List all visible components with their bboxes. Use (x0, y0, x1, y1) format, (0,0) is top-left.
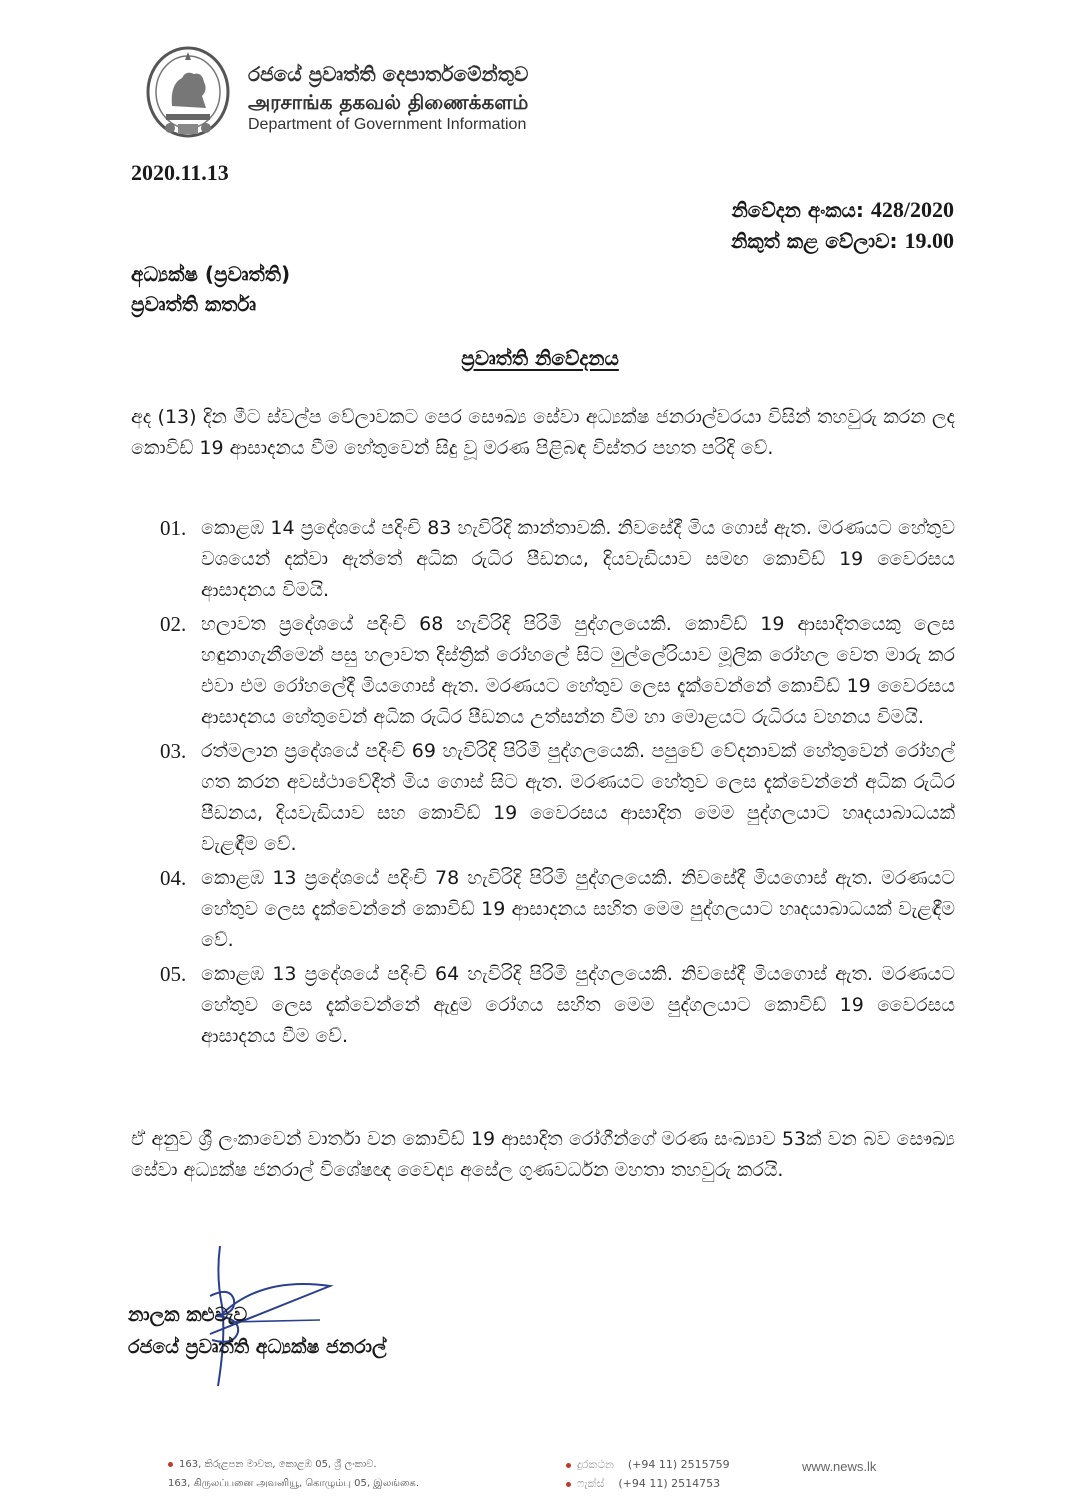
footer-phone-number: (+94 11) 2515759 (627, 1458, 730, 1471)
list-item-number: 05. (160, 962, 187, 986)
footer-phone (566, 1458, 730, 1472)
list-item-number: 02. (160, 612, 187, 636)
list-item-number: 03. (160, 739, 187, 763)
bullet-icon (566, 1463, 571, 1468)
list-item (160, 863, 955, 956)
document-heading (0, 346, 1080, 370)
recipient-news-editor: ප්‍රවෘත්ති කර්තෘ (131, 292, 257, 316)
signatory-title: රජයේ ප්‍රවෘත්ති අධ්‍යක්ෂ ජනරාල් (128, 1336, 387, 1358)
list-item (160, 609, 955, 733)
release-number-label: නිවේදන අංකය: (731, 198, 864, 222)
recipient-director-news: අධ්‍යක්ෂ (ප්‍රවෘත්ති) (131, 262, 291, 286)
footer-address-sinhala (168, 1459, 377, 1470)
org-name-sinhala: රජයේ ප්‍රවෘත්ති දෙපාර්තමේන්තුව (248, 62, 529, 86)
list-item-text: කොළඹ 13 ප්‍රදේශයේ පදිංචි 64 හැවිරිදි පිරිමි පුද්ගලයෙකි. නිවසේදී මියගොස් ඇත. මරණයට හේතුව ලෙස දැක්වෙන්නේ ඇදුම රෝගය සහිත මෙම පුද්ගලයාට කොවිඩ් 19 වෛරසය ආසාදනය වීම වේ. (201, 963, 955, 1047)
bullet-icon (168, 1462, 173, 1467)
intro-paragraph: අද (13) දින මීට ස්වල්ප වේලාවකට පෙර සෞඛ්‍ය සේවා අධ්‍යක්ෂ ජනරාල්වරයා විසින් තහවුරු කරන ලද කොවිඩ් 19 ආසාදනය වීම හේතුවෙන් සිදු වූ මරණ පිළිබඳ විස්තර පහත පරිදි වේ. (131, 406, 955, 459)
list-item-text: හලාවත ප්‍රදේශයේ පදිංචි 68 හැවිරිදි පිරිමි පුද්ගලයෙකි. කොවිඩ් 19 ආසාදිතයෙකු ලෙස හඳුනාගැනීමෙන් පසු හලාවත දිස්ත්‍රික් රෝහලේ සිට මුල්ලේරියාව මූලික රෝහල වෙත මාරු කර එවා එම රෝහලේදී මියගොස් ඇත. මරණයට හේතුව ලෙස දැක්වෙන්නේ කොවිඩ් 19 වෛරසය ආසාදනය හේතුවෙන් අධික රුධිර පීඩනය උත්සන්න වීම හා මොළයට රුධිරය වහනය විමයි. (201, 613, 955, 728)
footer-address-line1: 163, කිරුළපන මාවත, කොළඹ 05, ශ්‍රී ලංකාව. (179, 1459, 377, 1470)
death-details-list (160, 513, 955, 1055)
list-item (160, 736, 955, 860)
list-item-text: කොළඹ 13 ප්‍රදේශයේ පදිංචි 78 හැවිරිදි පිරිමි පුද්ගලයෙකි. නිවසේදී මියගොස් ඇත. මරණයට හේතුව ලෙස දැක්වෙන්නේ කොවිඩ් 19 ආසාදනය සහිත මෙම පුද්ගලයාට හෘදයාබාධයක් වැළඳීම වේ. (201, 867, 955, 951)
footer-phone-label: දුරකථන (577, 1458, 614, 1471)
document-heading-text: ප්‍රවෘත්ති නිවේදනය (461, 346, 619, 370)
org-name-tamil: அரசாங்க தகவல் திணைக்களம் (248, 90, 529, 114)
closing-paragraph: ඒ අනුව ශ්‍රී ලංකාවෙන් වාර්තා වන කොවිඩ් 19 ආසාදිත රෝගීන්ගේ මරණ සංඛ්‍යාව 53ක් වන බව සෞඛ්‍ය සේවා අධ්‍යක්ෂ ජනරාල් විශේෂඥ වෛද්‍ය අසේල ගුණවර්ධන මහතා තහවුරු කරයි. (131, 1128, 955, 1181)
release-number (732, 197, 954, 223)
release-number-value: 428/2020 (870, 197, 954, 222)
issue-time-label: නිකුත් කළ වේලාව: (731, 229, 898, 253)
list-item (160, 513, 955, 606)
signatory-name: නාලක කළුවැව (128, 1304, 248, 1326)
list-item-text: රත්මලාන ප්‍රදේශයේ පදිංචි 69 හැවිරිදි පිරිමි පුද්ගලයෙකි. පපුවේ වේදනාවක් හේතුවෙන් රෝහල් ගත කරන අවස්ථාවේදීත් මිය ගොස් සිට ඇත. මරණයට හේතුව ලෙස දැක්වෙන්නේ අධික රුධිර පීඩනය, දියවැඩියාව සහ කොවිඩ් 19 වෛරසය ආසාදිත මෙම පුද්ගලයාට හෘදයාබාධයක් වැළඳීම වේ. (201, 740, 955, 855)
list-item-number: 04. (160, 866, 187, 890)
issue-time-value: 19.00 (904, 228, 954, 253)
sri-lanka-emblem-icon (142, 44, 234, 144)
issue-time (731, 228, 954, 254)
footer-address-tamil (168, 1478, 419, 1490)
list-item (160, 959, 955, 1052)
footer-fax (566, 1477, 720, 1491)
org-name-english: Department of Government Information (248, 116, 527, 133)
footer-fax-number: (+94 11) 2514753 (618, 1477, 721, 1490)
footer-website[interactable]: www.news.lk (802, 1459, 877, 1474)
list-item-number: 01. (160, 516, 187, 540)
list-item-text: කොළඹ 14 ප්‍රදේශයේ පදිංචි 83 හැවිරිදි කාන්තාවකි. නිවසේදී මිය ගොස් ඇත. මරණයට හේතුව වශයෙන් දක්වා ඇත්තේ අධික රුධිර පීඩනය, දියවැඩියාව සමඟ කොවිඩ් 19 වෛරසය ආසාදනය විමයි. (201, 517, 955, 601)
footer-fax-label: ෆැක්ස් (577, 1477, 605, 1490)
bullet-icon (566, 1482, 571, 1487)
footer-address-line2: 163, கிருலப்பனை அவனியூ, கொழும்பு 05, இலங்கை. (168, 1478, 420, 1489)
release-date: 2020.11.13 (131, 160, 229, 185)
